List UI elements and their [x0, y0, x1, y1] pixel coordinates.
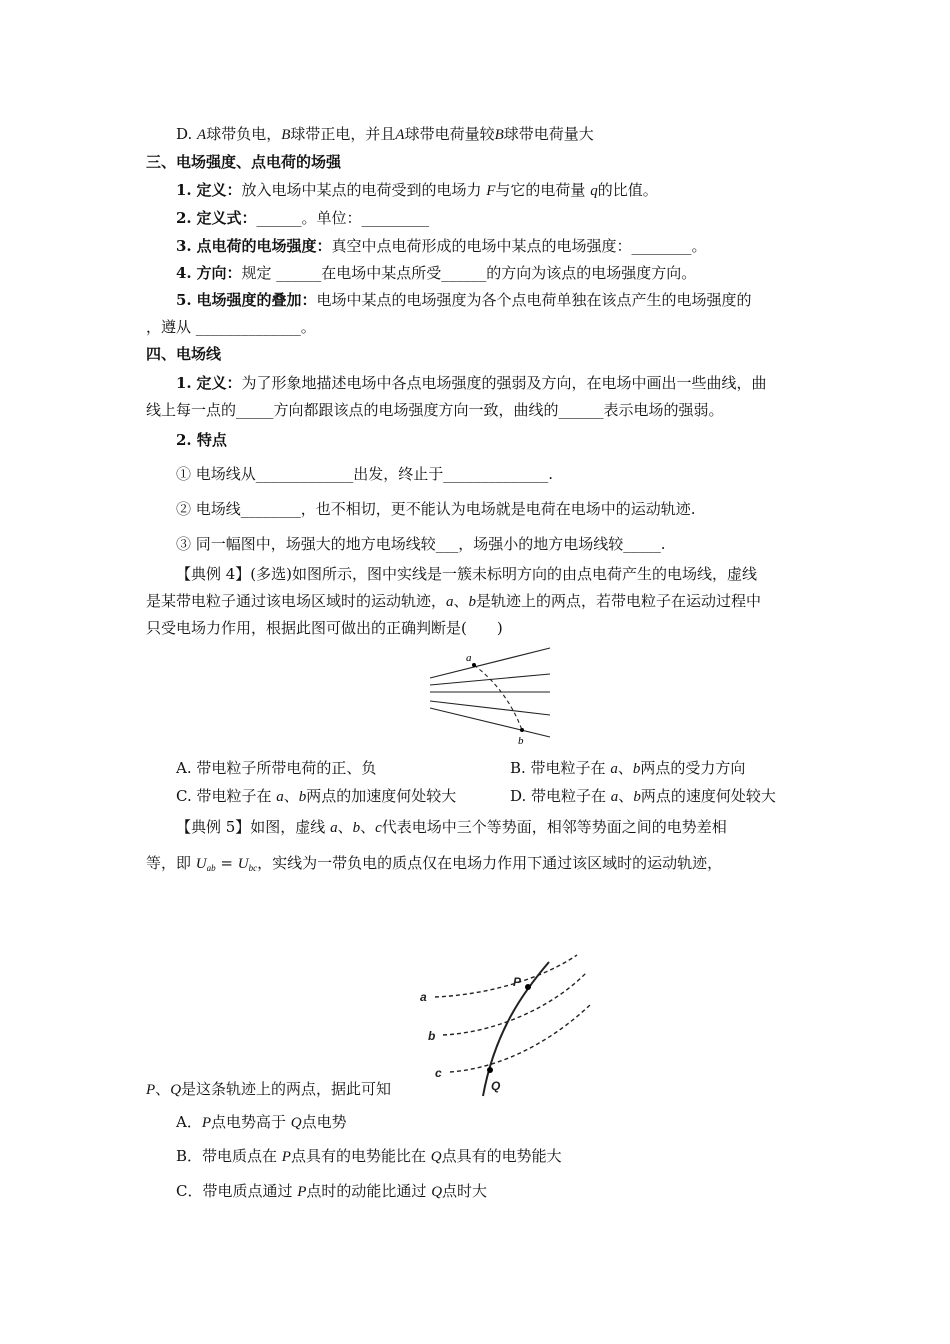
s3-item-3: 3. 点电荷的电场强度：真空中点电荷形成的电场中某点的电场强度：________。 [176, 237, 707, 255]
example-5-option-a: A．P点电势高于 Q点电势 [176, 1113, 347, 1131]
example-5-option-b: B．带电质点在 P点具有的电势能比在 Q点具有的电势能大 [176, 1147, 562, 1165]
example-5-pq-line: P、Q是这条轨迹上的两点，据此可知 [146, 1080, 392, 1098]
example-5-option-c: C．带电质点通过 P点时的动能比通过 Q点时大 [176, 1182, 488, 1200]
equipotential-figure [415, 950, 590, 1098]
electric-field-lines-figure [425, 645, 555, 749]
label-P: P [513, 975, 522, 989]
label-b: b [428, 1029, 436, 1043]
s3-item-2: 2. 定义式：______。单位：_________ [176, 209, 429, 227]
example-4-option-c: C. 带电粒子在 a、b两点的加速度何处较大 [176, 787, 457, 805]
label-Q: Q [491, 1079, 501, 1093]
s4-item-1: 1. 定义：为了形象地描述电场中各点电场强度的强弱及方向，在电场中画出一些曲线，曲 [176, 374, 767, 392]
feature-1: ① 电场线从_____________出发，终止于______________. [176, 465, 554, 483]
label-a: a [420, 990, 427, 1004]
example-4-option-a: A. 带电粒子所带电荷的正、负 [176, 759, 377, 777]
label-b: b [518, 735, 524, 747]
example-4-option-d: D. 带电粒子在 a、b两点的速度何处较大 [510, 787, 776, 805]
example-5-line-2: 等，即 $U_{ab} = U_{bc}$，实线为一带负电的质点仅在电场力作用下通过该区域时的运动轨迹， [146, 854, 723, 873]
example-4-line-3: 只受电场力作用，根据此图可做出的正确判断是( ) [146, 619, 503, 637]
s3-item-5: 5. 电场强度的叠加：电场中某点的电场强度为各个点电荷单独在该点产生的电场强度的 [176, 291, 752, 309]
equipotential-c [450, 1005, 590, 1072]
point-b [520, 728, 524, 732]
example-4-option-b: B. 带电粒子在 a、b两点的受力方向 [510, 759, 746, 777]
field-line [430, 648, 550, 678]
equipotential-a [435, 955, 577, 997]
example-4-line-2: 是某带电粒子通过该电场区域时的运动轨迹，a、b是轨迹上的两点，若带电粒子在运动过程中 [146, 592, 762, 610]
label-c: c [435, 1066, 442, 1080]
point-Q [487, 1067, 493, 1073]
point-a [472, 663, 476, 667]
s4-item-2: 2. 特点 [176, 431, 227, 449]
option-d-prev: D. A球带负电，B球带正电，并且A球带电荷量较B球带电荷量大 [176, 125, 594, 143]
s3-item-5-cont: ，遵从 ______________。 [146, 318, 316, 336]
s3-item-4: 4. 方向：规定 ______在电场中某点所受______的方向为该点的电场强度方向。 [176, 264, 697, 282]
feature-3: ③ 同一幅图中，场强大的地方电场线较___，场强小的地方电场线较_____. [176, 535, 666, 553]
feature-2: ② 电场线________，也不相切，更不能认为电场就是电荷在电场中的运动轨迹. [176, 500, 696, 518]
s4-item-1-cont: 线上每一点的_____方向都跟该点的电场强度方向一致，曲线的______表示电场的强弱。 [146, 401, 724, 419]
example-5-line-1: 【典例 5】如图，虚线 a、b、c代表电场中三个等势面，相邻等势面之间的电势差相 [176, 818, 727, 836]
example-4-line-1: 【典例 4】(多选)如图所示，图中实线是一簇未标明方向的由点电荷产生的电场线，虚线 [176, 565, 758, 583]
label-a: a [466, 652, 472, 664]
point-P [525, 984, 531, 990]
s3-item-1: 1. 定义：放入电场中某点的电荷受到的电场力 F与它的电荷量 q的比值。 [176, 181, 658, 199]
section-4-title: 四、电场线 [146, 345, 222, 363]
section-3-title: 三、电场强度、点电荷的场强 [146, 153, 342, 171]
